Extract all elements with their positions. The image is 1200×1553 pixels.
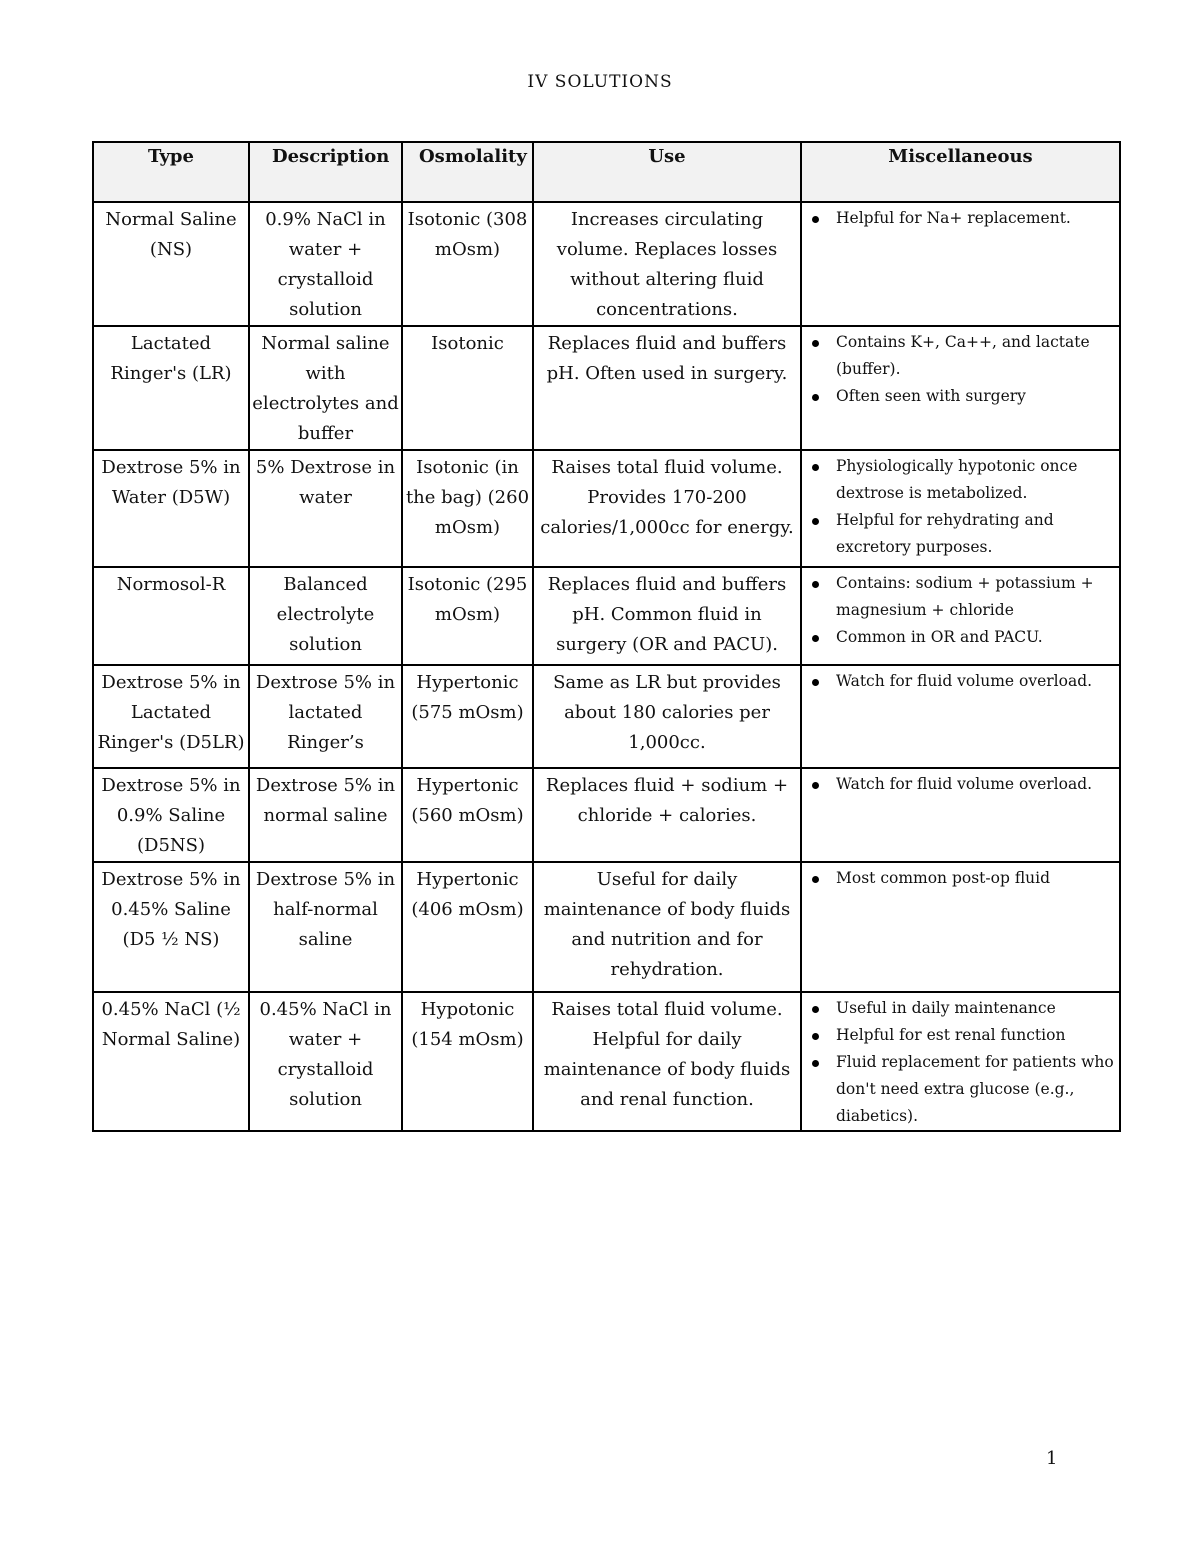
- cell-osmolality: Isotonic: [402, 326, 533, 450]
- cell-type: Dextrose 5% in 0.45% Saline (D5 ½ NS): [93, 862, 249, 992]
- misc-bullet: Physiologically hypotonic once dextrose is metabolized.: [820, 453, 1117, 507]
- misc-bullet: Contains: sodium + potassium + magnesium + chloride: [820, 570, 1117, 624]
- cell-osmolality: Hypertonic (575 mOsm): [402, 665, 533, 768]
- page-title: IV SOLUTIONS: [527, 72, 673, 92]
- cell-type: 0.45% NaCl (½ Normal Saline): [93, 992, 249, 1131]
- cell-use: Replaces fluid and buffers pH. Often used in surgery.: [533, 326, 801, 450]
- cell-description: Dextrose 5% in half-normal saline: [249, 862, 402, 992]
- cell-misc: [801, 862, 1120, 992]
- cell-misc: [801, 665, 1120, 768]
- table-row: [93, 326, 1120, 450]
- table-row: [93, 567, 1120, 665]
- misc-bullet: Watch for fluid volume overload.: [820, 771, 1117, 798]
- cell-use: Replaces fluid + sodium + chloride + calories.: [533, 768, 801, 862]
- cell-description: 0.9% NaCl in water + crystalloid solution: [249, 202, 402, 326]
- table-row: [93, 450, 1120, 567]
- header-row: [93, 142, 1120, 202]
- cell-osmolality: Hypertonic (560 mOsm): [402, 768, 533, 862]
- misc-bullet: Helpful for est renal function: [820, 1022, 1117, 1049]
- cell-misc: [801, 326, 1120, 450]
- header-use: Use: [533, 142, 801, 202]
- cell-use: Raises total fluid volume. Provides 170-200 calories/1,000cc for energy.: [533, 450, 801, 567]
- header-type: Type: [93, 142, 249, 202]
- cell-description: 5% Dextrose in water: [249, 450, 402, 567]
- header-misc: Miscellaneous: [801, 142, 1120, 202]
- cell-type: Lactated Ringer's (LR): [93, 326, 249, 450]
- misc-bullet: Fluid replacement for patients who don't need extra glucose (e.g., diabetics).: [820, 1049, 1117, 1130]
- misc-bullet: Helpful for rehydrating and excretory purposes.: [820, 507, 1117, 561]
- misc-bullet: Useful in daily maintenance: [820, 995, 1117, 1022]
- misc-bullet: Often seen with surgery: [820, 383, 1117, 410]
- cell-use: Useful for daily maintenance of body fluids and nutrition and for rehydration.: [533, 862, 801, 992]
- header-osmolality: Osmolality: [402, 142, 533, 202]
- cell-osmolality: Isotonic (295 mOsm): [402, 567, 533, 665]
- cell-use: Same as LR but provides about 180 calories per 1,000cc.: [533, 665, 801, 768]
- misc-bullet: Watch for fluid volume overload.: [820, 668, 1117, 695]
- iv-solutions-table: [92, 141, 1121, 1132]
- misc-bullet: Contains K+, Ca++, and lactate (buffer).: [820, 329, 1117, 383]
- page-number: 1: [1046, 1448, 1058, 1469]
- cell-misc: [801, 567, 1120, 665]
- cell-use: Replaces fluid and buffers pH. Common fluid in surgery (OR and PACU).: [533, 567, 801, 665]
- header-description: Description: [249, 142, 402, 202]
- cell-use: Increases circulating volume. Replaces losses without altering fluid concentrations.: [533, 202, 801, 326]
- table-row: [93, 992, 1120, 1131]
- cell-osmolality: Hypertonic (406 mOsm): [402, 862, 533, 992]
- table-row: [93, 862, 1120, 992]
- misc-bullet: Helpful for Na+ replacement.: [820, 205, 1117, 232]
- cell-osmolality: Hypotonic (154 mOsm): [402, 992, 533, 1131]
- cell-description: Dextrose 5% in normal saline: [249, 768, 402, 862]
- misc-bullet: Most common post-op fluid: [820, 865, 1117, 892]
- cell-description: Dextrose 5% in lactated Ringer’s: [249, 665, 402, 768]
- cell-osmolality: Isotonic (308 mOsm): [402, 202, 533, 326]
- cell-type: Normal Saline (NS): [93, 202, 249, 326]
- cell-description: 0.45% NaCl in water + crystalloid solution: [249, 992, 402, 1131]
- cell-misc: [801, 992, 1120, 1131]
- table-row: [93, 768, 1120, 862]
- cell-type: Normosol-R: [93, 567, 249, 665]
- table-row: [93, 665, 1120, 768]
- cell-osmolality: Isotonic (in the bag) (260 mOsm): [402, 450, 533, 567]
- cell-misc: [801, 768, 1120, 862]
- cell-use: Raises total fluid volume. Helpful for daily maintenance of body fluids and renal function.: [533, 992, 801, 1131]
- cell-misc: [801, 450, 1120, 567]
- table-row: [93, 202, 1120, 326]
- misc-bullet: Common in OR and PACU.: [820, 624, 1117, 651]
- cell-description: Balanced electrolyte solution: [249, 567, 402, 665]
- cell-description: Normal saline with electrolytes and buffer: [249, 326, 402, 450]
- cell-type: Dextrose 5% in Water (D5W): [93, 450, 249, 567]
- cell-type: Dextrose 5% in Lactated Ringer's (D5LR): [93, 665, 249, 768]
- cell-misc: [801, 202, 1120, 326]
- cell-type: Dextrose 5% in 0.9% Saline (D5NS): [93, 768, 249, 862]
